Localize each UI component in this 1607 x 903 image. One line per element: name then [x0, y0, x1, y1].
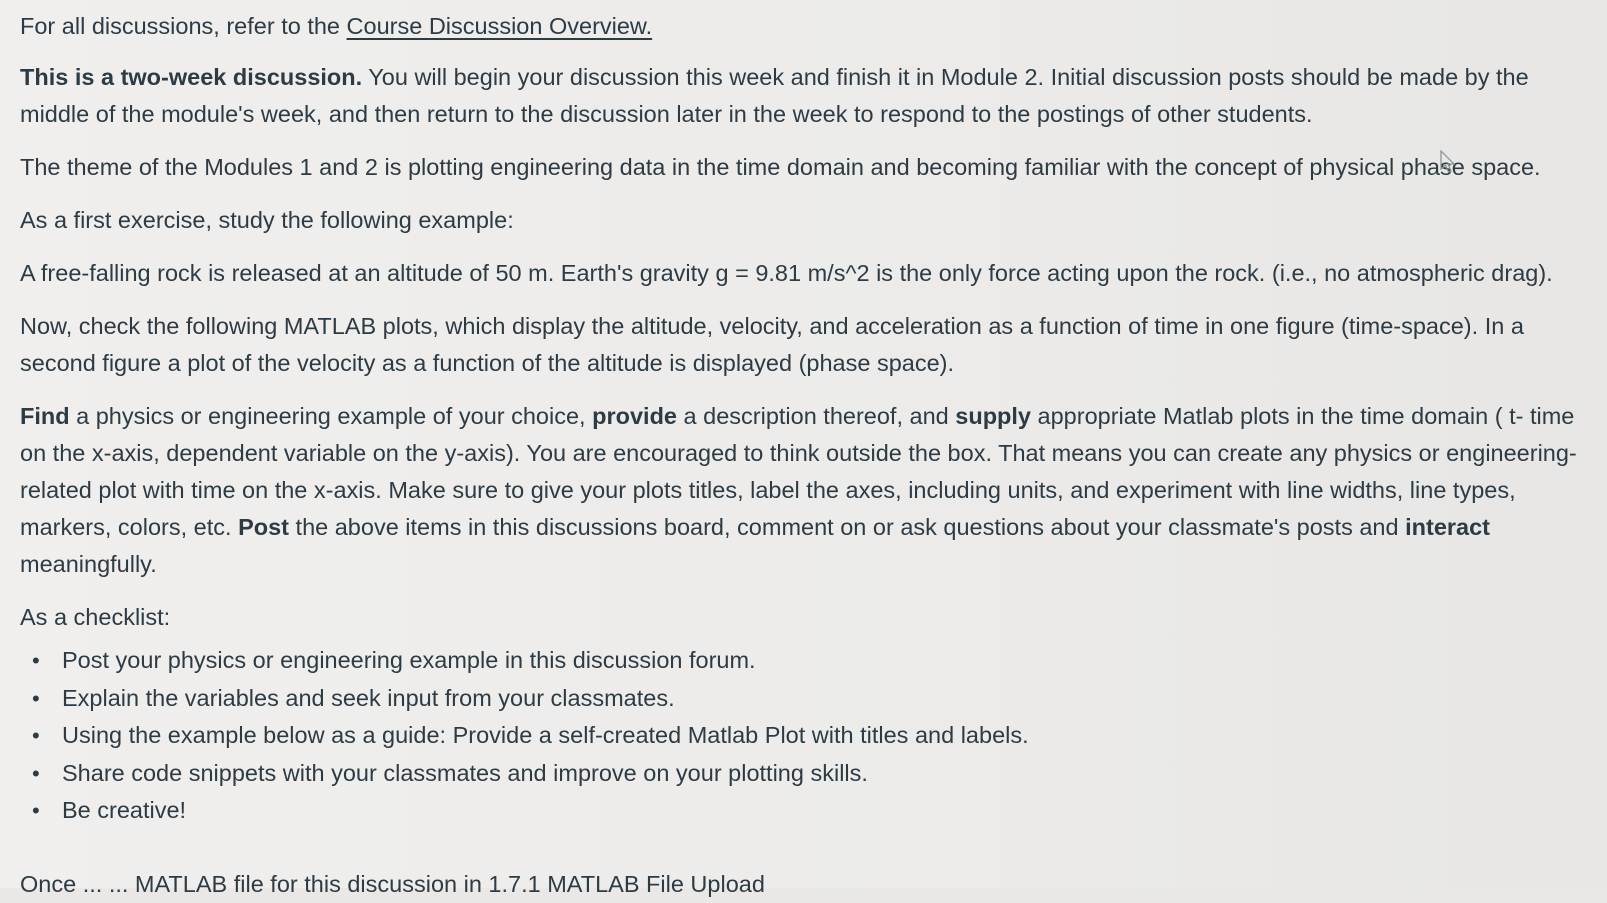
checklist-heading: As a checklist: [20, 604, 171, 630]
assignment-text-1: a physics or engineering example of your choice, [69, 403, 593, 429]
discussion-body [20, 8, 1592, 830]
checklist [20, 642, 1592, 830]
checklist-item: • Explain the variables and seek input from your classmates. [50, 680, 1592, 718]
assignment-provide: provide [592, 403, 677, 429]
assignment-supply: supply [955, 403, 1031, 429]
assignment-text-3: appropriate Matlab plots in the time domain ( t- time on the x-axis, dependent variable on the y-axis). You are encouraged to think outside the box. That means you can create any physics or engineering-related plot with time on the x-axis. Make sure to give your plots titles, label the axes, including units, and experiment with line widths, line types, markers, colors, etc. [20, 403, 1577, 540]
mouse-pointer-icon [1440, 150, 1458, 174]
two-week-paragraph [20, 59, 1592, 133]
two-week-bold-text: This is a two-week discussion. [20, 64, 363, 90]
two-week-text: You will begin your discussion this week and finish it in Module 2. Initial discussion posts should be made by the middle of the module's week, and then return to the discussion later in the week to respond to the postings of other students. [20, 64, 1529, 127]
checklist-item: • Share code snippets with your classmates and improve on your plotting skills. [50, 755, 1592, 793]
checklist-item: • Be creative! [50, 792, 1592, 830]
assignment-interact: interact [1405, 514, 1490, 540]
assignment-find: Find [20, 403, 70, 429]
checklist-item: • Post your physics or engineering example in this discussion forum. [50, 642, 1592, 680]
assignment-text-4: the above items in this discussions board, comment on or ask questions about your classmate's posts and [289, 514, 1406, 540]
checklist-item: • Using the example below as a guide: Provide a self-created Matlab Plot with titles and labels. [50, 717, 1592, 755]
matlab-plots-paragraph: Now, check the following MATLAB plots, which display the altitude, velocity, and acceleration as a function of time in one figure (time-space). In a second figure a plot of the velocity as a function of the altitude is displayed (phase space). [20, 313, 1524, 376]
assignment-post: Post [238, 514, 290, 540]
rock-example-paragraph: A free-falling rock is released at an altitude of 50 m. Earth's gravity g = 9.81 m/s^2 is the only force acting upon the rock. (i.e., no atmospheric drag). [20, 260, 1553, 286]
assignment-text-2: a description thereof, and [677, 403, 956, 429]
intro-text: For all discussions, refer to the [20, 13, 347, 39]
cut-off-text-line: Once ... ... MATLAB file for this discussion in 1.7.1 MATLAB File Upload [20, 871, 765, 897]
assignment-paragraph [20, 398, 1592, 583]
theme-paragraph: The theme of the Modules 1 and 2 is plotting engineering data in the time domain and becoming familiar with the concept of physical phase space. [20, 154, 1541, 180]
first-exercise-paragraph: As a first exercise, study the following example: [20, 207, 514, 233]
intro-paragraph [20, 8, 1592, 45]
course-discussion-overview-link[interactable]: Course Discussion Overview. [346, 13, 653, 39]
assignment-text-5: meaningfully. [20, 551, 157, 577]
